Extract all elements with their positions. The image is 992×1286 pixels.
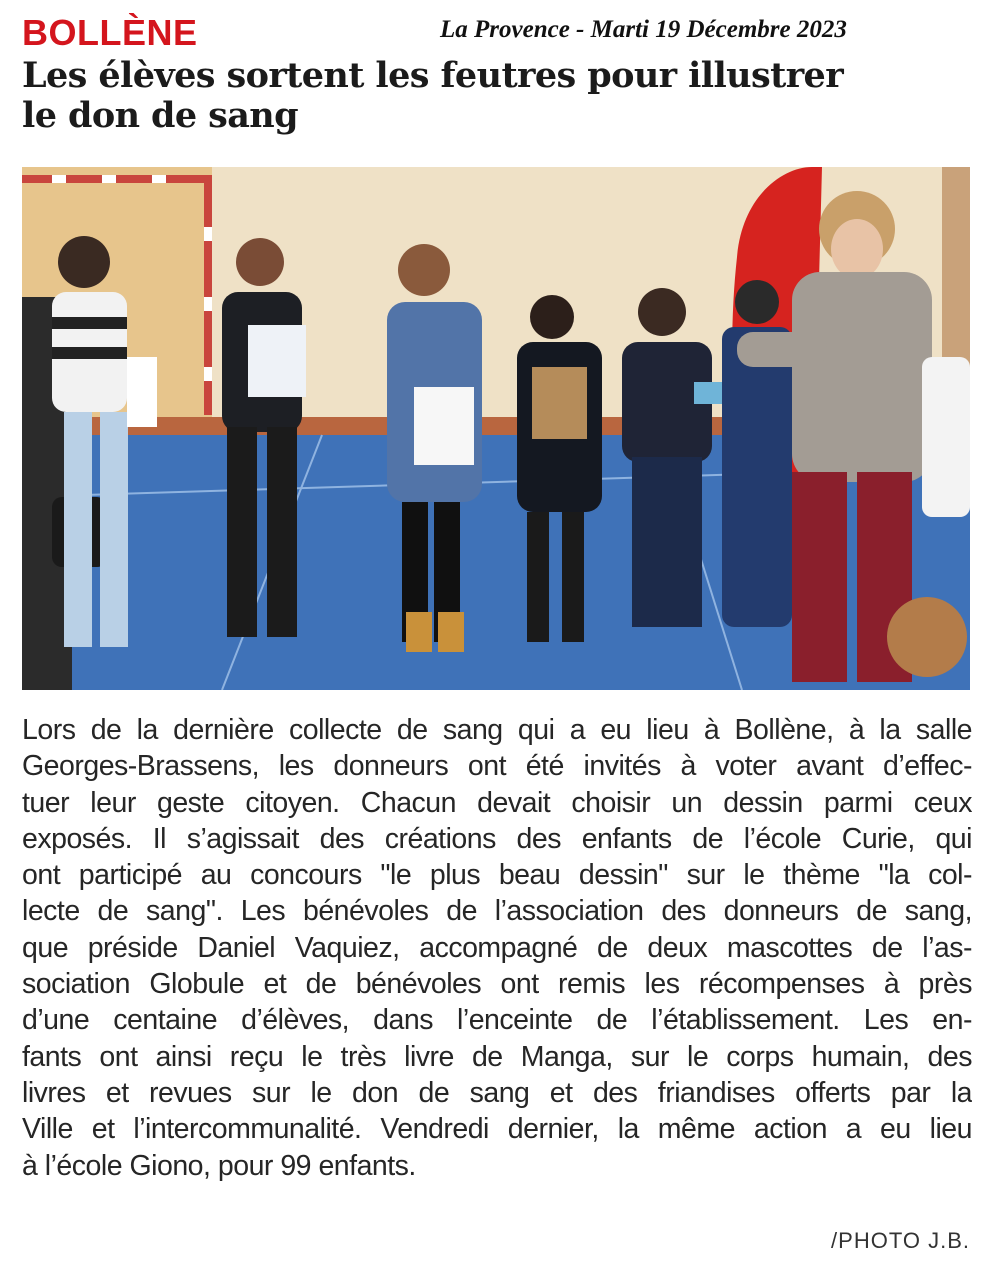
article-line: Lors de la dernière collecte de sang qui a eu lieu à Bollène, à la salle xyxy=(22,714,972,746)
photo-credit: /PHOTO J.B. xyxy=(831,1228,970,1253)
article-line: ont participé au concours "le plus beau dessin" sur le thème "la col- xyxy=(22,859,972,892)
article-line: fants ont ainsi reçu le très livre de Manga, sur le corps humain, des xyxy=(22,1040,972,1073)
article-line: sociation Globule et de bénévoles ont remis les récompenses à près xyxy=(22,968,972,1001)
article-body xyxy=(22,712,972,1184)
article-photo xyxy=(22,167,970,690)
section-label: BOLLÈNE xyxy=(22,12,198,53)
article-line: tuer leur geste citoyen. Chacun devait choisir un dessin parmi ceux xyxy=(22,786,972,819)
headline-line-2: le don de sang xyxy=(22,95,299,136)
article-line: lecte de sang". Les bénévoles de l’association des donneurs de sang, xyxy=(22,895,972,928)
headline-line-1: Les élèves sortent les feutres pour illustrer xyxy=(22,55,844,96)
headline xyxy=(22,56,962,136)
article-line: que préside Daniel Vaquiez, accompagné de deux mascottes de l’as- xyxy=(22,931,972,964)
article-line: Ville et l’intercommunalité. Vendredi dernier, la même action a eu lieu xyxy=(22,1113,972,1146)
article-line: livres et revues sur le don de sang et des friandises offerts par la xyxy=(22,1076,972,1109)
article-line: Georges-Brassens, les donneurs ont été invités à voter avant d’effec- xyxy=(22,750,972,783)
source-dateline: La Provence - Marti 19 Décembre 2023 xyxy=(440,16,847,43)
article-line: exposés. Il s’agissait des créations des enfants de l’école Curie, qui xyxy=(22,822,972,855)
article-line: d’une centaine d’élèves, dans l’enceinte de l’établissement. Les en- xyxy=(22,1004,972,1037)
article-line-last: à l’école Giono, pour 99 enfants. xyxy=(22,1149,416,1182)
photo-illustration xyxy=(22,167,970,690)
